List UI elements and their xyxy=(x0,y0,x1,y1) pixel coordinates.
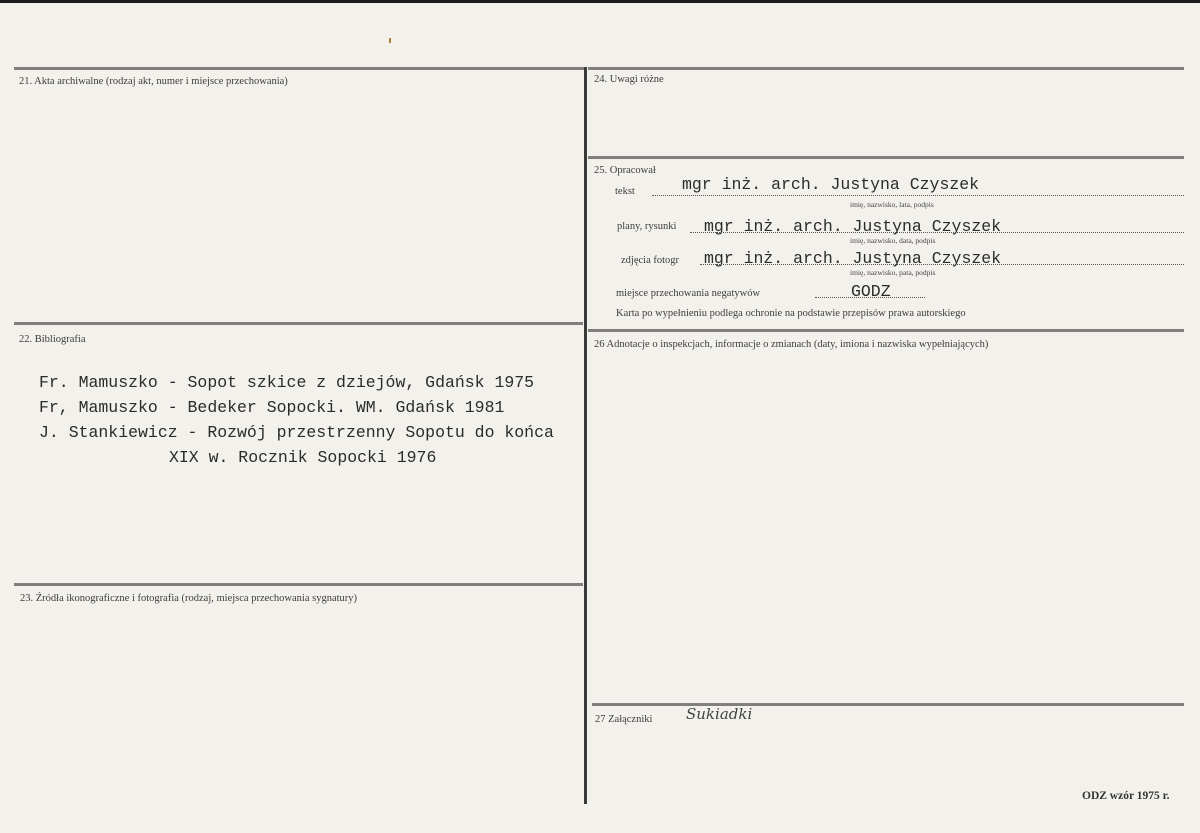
top-edge xyxy=(0,0,1200,3)
section-23-label: 23. Źródła ikonograficzne i fotografia (rodzaj, miejsca przechowania sygnatury) xyxy=(20,593,358,604)
negatives-value: GODZ xyxy=(851,282,891,301)
bibliography-entry: XIX w. Rocznik Sopocki 1976 xyxy=(169,448,437,467)
photos-row-hint: imię, nazwisko, pata, podpis xyxy=(850,268,936,277)
attachments-handwriting: Sukiadki xyxy=(686,705,753,723)
bibliography-entry: Fr. Mamuszko - Sopot szkice z dziejów, Gdańsk 1975 xyxy=(39,373,535,392)
section-21-label: 21. Akta archiwalne (rodzaj akt, numer i miejsce przechowania) xyxy=(19,76,288,87)
form-version-footer: ODZ wzór 1975 r. xyxy=(1082,790,1170,802)
divider-25-26 xyxy=(588,329,1184,332)
copyright-note: Karta po wypełnieniu podlega ochronie na podstawie przepisów prawa autorskiego xyxy=(616,308,966,319)
bibliography-entry: J. Stankiewicz - Rozwój przestrzenny Sopotu do końca xyxy=(39,423,554,442)
dotted-line xyxy=(690,232,1184,233)
divider-24-25 xyxy=(588,156,1184,159)
section-24-label: 24. Uwagi różne xyxy=(594,74,664,85)
dotted-line xyxy=(815,297,925,298)
plans-row-value: mgr inż. arch. Justyna Czyszek xyxy=(704,217,1002,236)
plans-row-hint: imię, nazwisko, data, podpis xyxy=(850,236,936,245)
vertical-divider xyxy=(584,67,587,804)
author-row-value: mgr inż. arch. Justyna Czyszek xyxy=(682,175,980,194)
divider-top-right xyxy=(588,67,1184,70)
divider-top-left xyxy=(14,67,585,70)
section-27-label: 27 Załączniki xyxy=(595,714,653,725)
ink-mark xyxy=(389,38,391,43)
author-row-label: tekst xyxy=(615,186,635,197)
divider-21-22 xyxy=(14,322,583,325)
dotted-line xyxy=(652,195,1184,196)
photos-row-label: zdjęcia fotogr xyxy=(621,255,680,266)
dotted-line xyxy=(700,264,1184,265)
section-22-label: 22. Bibliografia xyxy=(19,334,86,345)
bibliography-entry: Fr, Mamuszko - Bedeker Sopocki. WM. Gdańsk 1981 xyxy=(39,398,505,417)
plans-row-label: plany, rysunki xyxy=(617,221,677,232)
section-26-label: 26 Adnotacje o inspekcjach, informacje o zmianach (daty, imiona i nazwiska wypełniających) xyxy=(594,339,989,350)
author-row-hint: imię, nazwisko, lata, podpis xyxy=(850,200,934,209)
photos-row-value: mgr inż. arch. Justyna Czyszek xyxy=(704,249,1002,268)
section-25-label: 25. Opracował xyxy=(594,165,656,176)
divider-26-27 xyxy=(592,703,1184,706)
negatives-label: miejsce przechowania negatywów xyxy=(616,288,761,299)
divider-22-23 xyxy=(14,583,583,586)
